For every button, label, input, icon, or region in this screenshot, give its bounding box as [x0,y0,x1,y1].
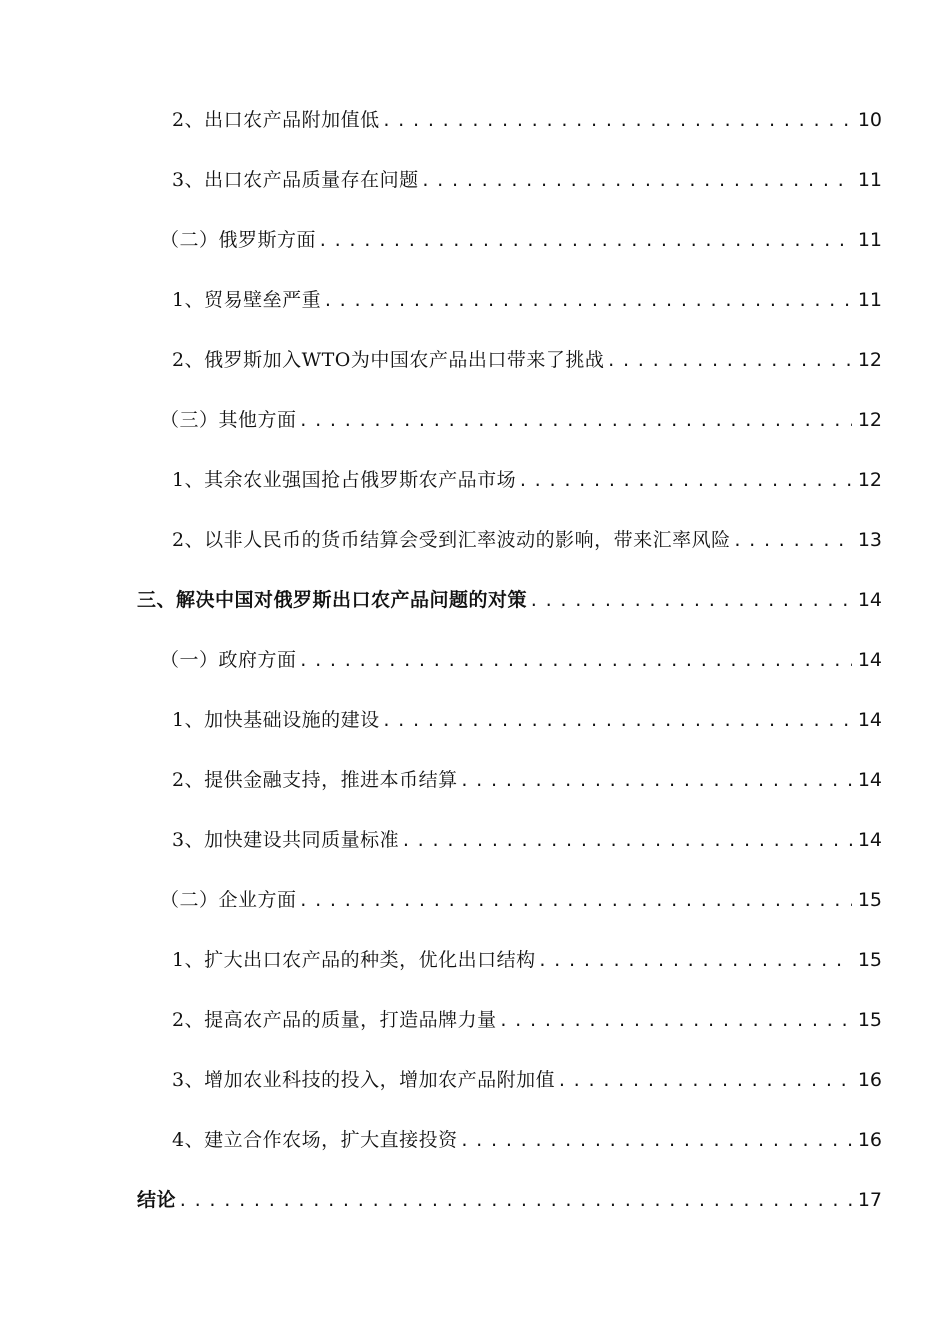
toc-dot-leader [460,771,852,790]
toc-entry-page: 14 [857,828,882,851]
toc-dot-leader [529,591,852,610]
toc-entry-title: 4、建立合作农场，扩大直接投资 [172,1128,458,1151]
toc-entry-title: 3、出口农产品质量存在问题 [172,168,419,191]
toc-dot-leader [299,411,852,430]
toc-entry-page: 14 [857,648,882,671]
toc-entry-title: 2、出口农产品附加值低 [172,108,380,131]
toc-entry-page: 14 [857,768,882,791]
toc-entry[interactable] [0,628,950,688]
toc-entry[interactable] [0,868,950,928]
toc-entry-page: 12 [857,408,882,431]
toc-entry[interactable] [0,808,950,868]
toc-entry-page: 11 [857,228,882,251]
toc-dot-leader [178,1191,852,1210]
toc-entry-page: 14 [857,588,882,611]
toc-entry[interactable] [0,568,950,628]
toc-entry-page: 15 [857,888,882,911]
toc-entry[interactable] [0,448,950,508]
toc-dot-leader [557,1071,852,1090]
toc-entry[interactable] [0,268,950,328]
toc-entry-title: （二）俄罗斯方面 [160,228,317,251]
toc-entry-title: 三、解决中国对俄罗斯出口农产品问题的对策 [137,588,528,611]
toc-entry-page: 15 [857,948,882,971]
toc-dot-leader [318,231,852,250]
toc-dot-leader [538,951,852,970]
toc-entry-page: 12 [857,468,882,491]
toc-dot-leader [606,351,851,370]
toc-entry-title: 2、提高农产品的质量，打造品牌力量 [172,1008,497,1031]
toc-dot-leader [518,471,852,490]
toc-entry[interactable] [0,508,950,568]
toc-entry[interactable] [0,688,950,748]
toc-dot-leader [382,111,852,130]
toc-entry-page: 16 [857,1128,882,1151]
toc-entry[interactable] [0,88,950,148]
toc-entry[interactable] [0,748,950,808]
toc-dot-leader [323,291,852,310]
toc-entry[interactable] [0,388,950,448]
toc-entry[interactable] [0,328,950,388]
toc-entry-title: 3、增加农业科技的投入，增加农产品附加值 [172,1068,556,1091]
toc-entry-page: 11 [857,168,882,191]
toc-entry-title: 结论 [137,1188,177,1211]
toc-entry[interactable] [0,1168,950,1228]
toc-entry-page: 17 [857,1188,882,1211]
toc-dot-leader [401,831,852,850]
toc-entry-title: （一）政府方面 [160,648,297,671]
toc-entry[interactable] [0,148,950,208]
toc-entry-title: 2、以非人民币的货币结算会受到汇率波动的影响，带来汇率风险 [172,528,731,551]
toc-entry-page: 12 [857,348,882,371]
toc-dot-leader [499,1011,852,1030]
toc-entry-page: 14 [857,708,882,731]
toc-dot-leader [382,711,852,730]
toc-entry-title: 3、加快建设共同质量标准 [172,828,400,851]
toc-dot-leader [421,171,852,190]
toc-entry-title: 2、俄罗斯加入WTO为中国农产品出口带来了挑战 [172,348,605,371]
toc-entry-title: （三）其他方面 [160,408,297,431]
toc-dot-leader [299,651,852,670]
toc-entry-page: 10 [857,108,882,131]
toc-entry-page: 11 [857,288,882,311]
toc-dot-leader [733,531,852,550]
toc-entry-title: （二）企业方面 [160,888,297,911]
toc-entry-page: 16 [857,1068,882,1091]
toc-entry[interactable] [0,1108,950,1168]
toc-entry-page: 13 [857,528,882,551]
toc-entry-title: 1、加快基础设施的建设 [172,708,380,731]
toc-dot-leader [299,891,852,910]
toc-entry-title: 2、提供金融支持，推进本币结算 [172,768,458,791]
toc-entry-title: 1、其余农业强国抢占俄罗斯农产品市场 [172,468,517,491]
toc-entry[interactable] [0,988,950,1048]
toc-entry-title: 1、扩大出口农产品的种类，优化出口结构 [172,948,536,971]
toc-entry-page: 15 [857,1008,882,1031]
toc-entry[interactable] [0,1048,950,1108]
table-of-contents [0,88,950,1228]
toc-entry[interactable] [0,208,950,268]
toc-dot-leader [460,1131,852,1150]
toc-entry-title: 1、贸易壁垒严重 [172,288,322,311]
toc-entry[interactable] [0,928,950,988]
